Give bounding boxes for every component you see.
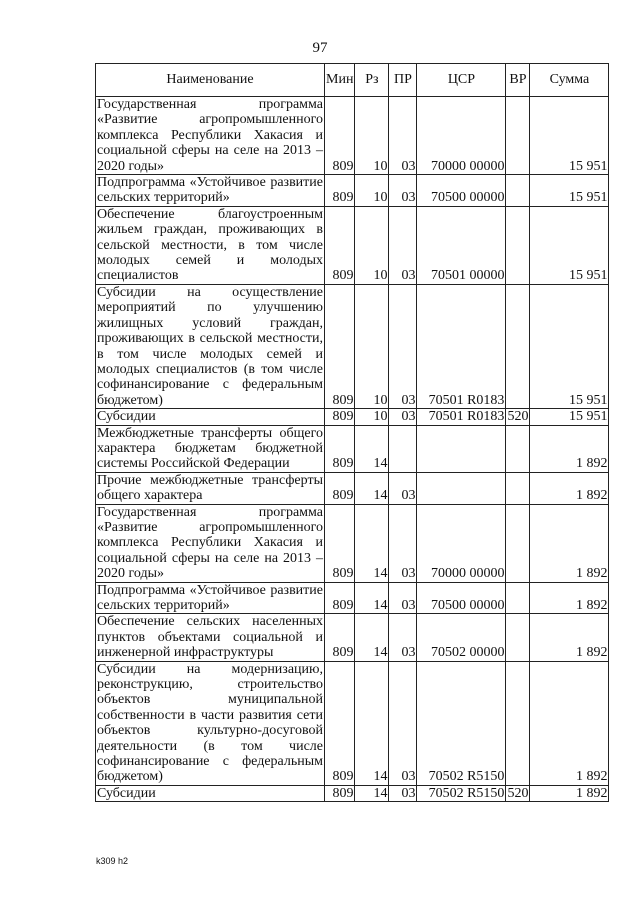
cell-name: Подпрограмма «Устойчивое развитие сельских территорий» <box>97 582 323 613</box>
budget-table <box>95 63 609 802</box>
cell-sum: 1 892 <box>530 425 609 472</box>
table-row <box>96 409 609 425</box>
cell-name: Субсидии <box>96 409 325 425</box>
cell-vr <box>506 206 530 284</box>
cell-min: 809 <box>325 661 355 785</box>
cell-csr <box>417 425 506 472</box>
cell-pr <box>389 425 417 472</box>
cell-pr: 03 <box>389 175 417 207</box>
table-row <box>96 582 609 614</box>
cell-vr <box>506 175 530 207</box>
table-row <box>96 97 609 175</box>
table-row <box>96 425 609 472</box>
cell-sum: 15 951 <box>530 97 609 175</box>
cell-csr: 70502 R5150 <box>417 661 506 785</box>
cell-min: 809 <box>325 504 355 582</box>
table-row <box>96 614 609 661</box>
cell-min: 809 <box>325 175 355 207</box>
cell-vr: 520 <box>507 785 529 801</box>
cell-min: 809 <box>325 409 355 425</box>
cell-name: Государственная программа «Развитие агропромышленного комплекса Республики Хакасия и социальной сферы на селе на 2013 – 2020 годы» <box>97 97 323 174</box>
cell-rz: 14 <box>355 504 389 582</box>
header-vr: ВР <box>506 64 530 97</box>
cell-csr <box>417 472 506 504</box>
cell-sum: 15 951 <box>530 175 609 207</box>
header-name: Наименование <box>96 64 325 97</box>
cell-vr <box>506 661 530 785</box>
cell-csr: 70000 00000 <box>417 504 506 582</box>
cell-name: Государственная программа «Развитие агропромышленного комплекса Республики Хакасия и социальной сферы на селе на 2013 – 2020 годы» <box>97 504 323 582</box>
table-header-row <box>96 64 609 97</box>
cell-name: Прочие межбюджетные трансферты общего характера <box>97 472 323 504</box>
cell-rz: 10 <box>355 206 389 284</box>
cell-sum: 1 892 <box>530 504 609 582</box>
cell-sum: 15 951 <box>530 206 609 284</box>
cell-name: Обеспечение благоустроенным жильем граждан, проживающих в сельской местности, в том числе молодых семей и молодых специалистов <box>97 206 323 284</box>
cell-csr: 70500 00000 <box>417 175 506 207</box>
cell-name: Обеспечение сельских населенных пунктов объектами социальной и инженерной инфраструктуры <box>97 614 323 661</box>
cell-rz: 10 <box>355 409 389 425</box>
cell-pr: 03 <box>389 409 417 425</box>
cell-name: Субсидии на модернизацию, реконструкцию, строительство объектов муниципальной собственности в части развития сети объектов культурно-досуговой деятельности (в том числе софинансирование с федеральным бюджетом) <box>97 661 323 785</box>
cell-sum: 1 892 <box>530 785 609 801</box>
cell-sum: 1 892 <box>530 661 609 785</box>
cell-csr: 70000 00000 <box>417 97 506 175</box>
cell-vr <box>506 284 530 408</box>
cell-sum: 1 892 <box>530 582 609 614</box>
cell-min: 809 <box>325 472 355 504</box>
cell-csr: 70501 R0183 <box>417 284 506 408</box>
table-body <box>96 97 609 802</box>
cell-name: Субсидии <box>96 785 325 801</box>
cell-min: 809 <box>325 97 355 175</box>
table-row <box>96 175 609 207</box>
table-row <box>96 504 609 582</box>
cell-vr <box>506 425 530 472</box>
cell-vr <box>506 614 530 661</box>
cell-vr <box>506 97 530 175</box>
cell-pr: 03 <box>389 504 417 582</box>
header-sum: Сумма <box>530 64 609 97</box>
cell-csr: 70501 R0183 <box>417 409 506 425</box>
cell-rz: 14 <box>355 425 389 472</box>
cell-min: 809 <box>325 206 355 284</box>
cell-pr: 03 <box>389 97 417 175</box>
cell-sum: 1 892 <box>530 472 609 504</box>
cell-rz: 10 <box>355 284 389 408</box>
cell-sum: 15 951 <box>530 409 609 425</box>
cell-sum: 15 951 <box>530 284 609 408</box>
cell-name: Подпрограмма «Устойчивое развитие сельских территорий» <box>97 175 323 206</box>
cell-vr <box>506 472 530 504</box>
document-footer-code: k309 h2 <box>96 856 129 866</box>
page-number: 97 <box>312 40 328 56</box>
cell-rz: 10 <box>355 175 389 207</box>
cell-rz: 10 <box>355 97 389 175</box>
cell-csr: 70502 00000 <box>417 614 506 661</box>
table-row <box>96 785 609 801</box>
cell-pr: 03 <box>389 284 417 408</box>
cell-pr: 03 <box>389 472 417 504</box>
cell-pr: 03 <box>389 582 417 614</box>
cell-vr <box>506 504 530 582</box>
cell-csr: 70502 R5150 <box>417 785 506 801</box>
cell-sum: 1 892 <box>530 614 609 661</box>
header-rz: Рз <box>355 64 389 97</box>
cell-vr: 520 <box>507 409 529 425</box>
cell-min: 809 <box>325 425 355 472</box>
cell-pr: 03 <box>389 614 417 661</box>
cell-rz: 14 <box>355 614 389 661</box>
cell-name: Субсидии на осуществление мероприятий по улучшению жилищных условий граждан, проживающих в сельской местности, в том числе молодых семей и молодых специалистов (в том числе софинансирование с федеральным бюджетом) <box>97 284 323 408</box>
cell-pr: 03 <box>389 661 417 785</box>
cell-min: 809 <box>325 284 355 408</box>
cell-pr: 03 <box>389 206 417 284</box>
header-pr: ПР <box>389 64 417 97</box>
header-csr: ЦСР <box>417 64 506 97</box>
cell-min: 809 <box>325 614 355 661</box>
cell-rz: 14 <box>355 785 389 801</box>
cell-min: 809 <box>325 582 355 614</box>
header-min: Мин <box>325 64 355 97</box>
cell-csr: 70500 00000 <box>417 582 506 614</box>
cell-csr: 70501 00000 <box>417 206 506 284</box>
table-row <box>96 206 609 284</box>
cell-name: Межбюджетные трансферты общего характера бюджетам бюджетной системы Российской Федерации <box>97 425 323 472</box>
table-row <box>96 472 609 504</box>
cell-pr: 03 <box>389 785 417 801</box>
cell-min: 809 <box>325 785 355 801</box>
table-row <box>96 284 609 408</box>
table-row <box>96 661 609 785</box>
cell-rz: 14 <box>355 472 389 504</box>
cell-rz: 14 <box>355 582 389 614</box>
cell-rz: 14 <box>355 661 389 785</box>
cell-vr <box>506 582 530 614</box>
